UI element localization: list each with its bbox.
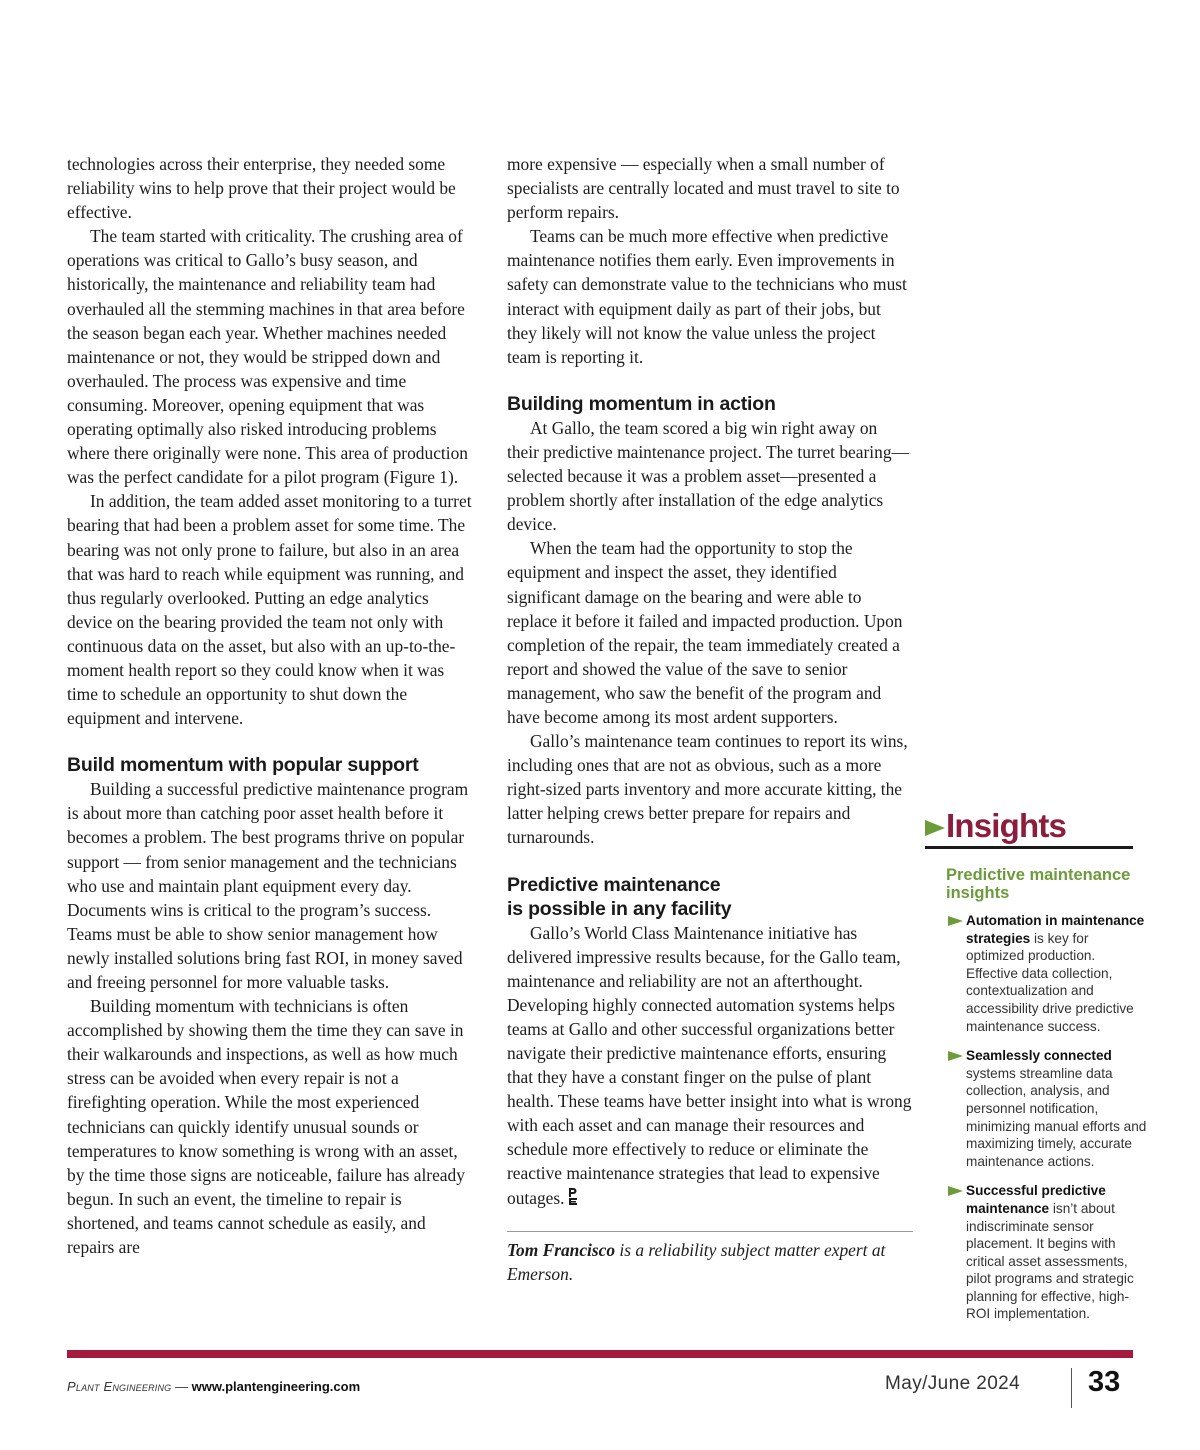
bio-divider (507, 1231, 913, 1232)
insight-text (966, 912, 1150, 1035)
insight-rest: isn’t about indiscriminate sensor placement. It begins with critical asset assessments, pilot programs and strategic planning for effective, high-ROI implementation. (966, 1200, 1134, 1322)
section-heading (507, 873, 913, 921)
arrow-bullet-icon (948, 1186, 963, 1196)
footer-publication (67, 1379, 360, 1394)
insight-bold: Automation in maintenance strategies (966, 913, 1145, 946)
insight-bold: Successful predictive maintenance (966, 1183, 1106, 1216)
paragraph (507, 921, 913, 1210)
author-description: is a reliability subject matter expert at Emerson. (507, 1239, 886, 1284)
paragraph: Teams can be much more effective when predictive maintenance notifies them early. Even improvements in safety can demonstrate value to the technicians who must interact with equipment daily as part of their jobs, but they likely will not know the value unless the project team is reporting it. (507, 226, 907, 367)
paragraph: In addition, the team added asset monitoring to a turret bearing that had been a problem asset for some time. The bearing was not only prone to failure, but also in an area that was hard to reach while equipment was running, and thus regularly overlooked. Putting an edge analytics device on the bearing provided the team not only with continuous data on the asset, but also with an up-to-the-moment health report so they could know when it was time to schedule an opportunity to shut down the equipment and intervene. (67, 491, 472, 729)
insights-header (925, 808, 1133, 849)
heading-line-2: is possible in any facility (507, 897, 732, 920)
issue-date: May/June 2024 (885, 1373, 1021, 1394)
insight-text (966, 1047, 1150, 1170)
insights-subtitle: Predictive maintenance insights (946, 866, 1131, 902)
author-name: Tom Francisco (507, 1239, 616, 1260)
footer-dash: — (171, 1379, 192, 1394)
paragraph: When the team had the opportunity to stop the equipment and inspect the asset, they identified significant damage on the bearing and were able to replace it before it failed and impacted production. Upon completion of the repair, the team immediately created a report and showed the value of the save to senior management, who saw the benefit of the program and have become among its most ardent supporters. (507, 538, 903, 727)
insights-list (925, 912, 1150, 1323)
end-mark-icon (568, 1187, 578, 1205)
heading-line-1: Predictive maintenance (507, 873, 721, 896)
section-heading: Building momentum in action (507, 392, 776, 415)
magazine-name: Plant Engineering (67, 1379, 172, 1394)
magazine-url[interactable]: www.plantengineering.com (191, 1379, 361, 1394)
article-column-left (67, 152, 475, 1259)
article-column-right (507, 152, 913, 1286)
insights-sidebar (925, 808, 1150, 1335)
paragraph-text: Gallo’s World Class Maintenance initiative has delivered impressive results because, for the Gallo team, maintenance and reliability are not an afterthought. Developing highly connected automation systems helps teams at Gallo and other successful organizations better navigate their predictive maintenance efforts, ensuring that they have a constant finger on the pulse of plant health. These teams have better insight into what is wrong with each asset and can manage their resources and schedule more effectively to reduce or eliminate the reactive maintenance strategies that lead to expensive outages. (507, 922, 912, 1208)
author-bio (507, 1238, 913, 1286)
insight-bold: Seamlessly connected (966, 1048, 1112, 1064)
footer-rule (67, 1350, 1133, 1358)
arrow-bullet-icon (948, 1051, 963, 1061)
footer-separator (1071, 1368, 1072, 1408)
insights-title: Insights (946, 807, 1067, 844)
arrow-icon (925, 820, 945, 836)
insight-rest: is key for optimized production. Effective data collection, contextualization and accessibility drive predictive maintenance success. (966, 930, 1134, 1034)
paragraph: Gallo’s maintenance team continues to report its wins, including ones that are not as obvious, such as a more right-sized parts inventory and more accurate kitting, the latter helping crews better prepare for repairs and turnarounds. (507, 731, 908, 848)
paragraph: The team started with criticality. The crushing area of operations was critical to Gallo’s busy season, and historically, the maintenance and reliability team had overhauled all the stemming machines in that area before the season began each year. Whether machines needed maintenance or not, they would be stripped down and overhauled. The process was expensive and time consuming. Moreover, opening equipment that was operating optimally also risked introducing problems where there originally were none. This area of production was the perfect candidate for a pilot program (Figure 1). (67, 226, 468, 488)
section-heading: Build momentum with popular support (67, 754, 419, 777)
paragraph: At Gallo, the team scored a big win right away on their predictive maintenance project. The turret bearing—selected because it was a problem asset—presented a problem shortly after installation of the edge analytics device. (507, 417, 909, 535)
insight-item (925, 1182, 1150, 1323)
page-number: 33 (1088, 1366, 1121, 1398)
insight-item (925, 912, 1150, 1035)
paragraph: more expensive — especially when a small number of specialists are centrally located and must travel to site to perform repairs. (507, 154, 900, 223)
paragraph: technologies across their enterprise, they needed some reliability wins to help prove that their project would be effective. (67, 154, 456, 223)
paragraph: Building a successful predictive maintenance program is about more than catching poor asset health before it becomes a problem. The best programs thrive on popular support — from senior management and the technicians who use and maintain plant equipment every day. Documents wins is critical to the program’s success. Teams must be able to show senior management how newly installed solutions bring fast ROI, in money saved and freeing personnel for more valuable tasks. (67, 779, 469, 992)
insight-item (925, 1047, 1150, 1170)
arrow-bullet-icon (948, 916, 963, 926)
insight-rest: systems streamline data collection, analysis, and personnel notification, minimizing manual efforts and maximizing timely, accurate maintenance actions. (966, 1065, 1147, 1169)
insight-text (966, 1182, 1150, 1323)
paragraph: Building momentum with technicians is often accomplished by showing them the time they can save in their walkarounds and inspections, as well as how much stress can be avoided when every repair is not a firefighting operation. While the most experienced technicians can quickly identify unusual sounds or temperatures to know something is wrong with an asset, by the time those signs are noticeable, failure has already begun. In such an event, the timeline to repair is shortened, and teams cannot schedule as easily, and repairs are (67, 996, 465, 1258)
